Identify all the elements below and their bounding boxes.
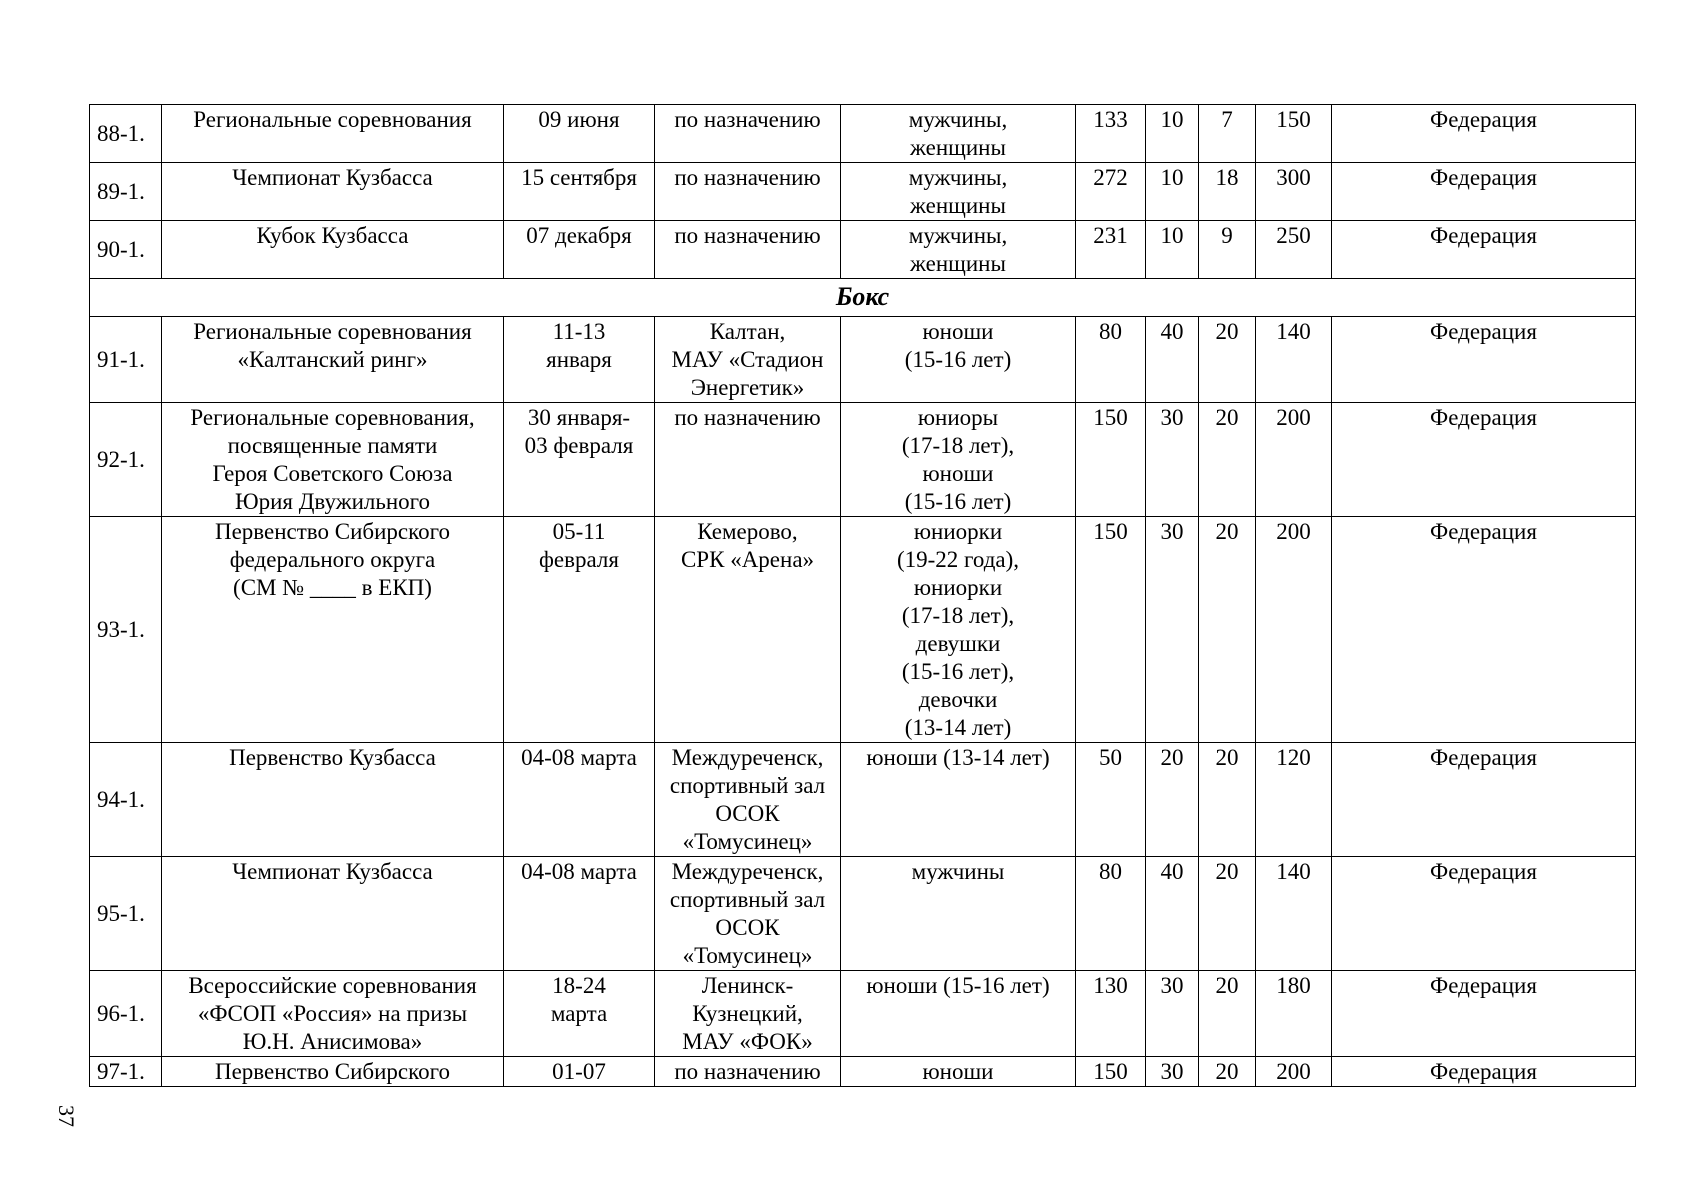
count-cell: 10 [1146, 163, 1199, 221]
event-name-line: Чемпионат Кузбасса [232, 859, 433, 884]
event-name-cell [162, 317, 504, 403]
event-place-line: по назначению [674, 223, 821, 248]
participants-line: мужчины [911, 859, 1005, 884]
event-place-line: по назначению [674, 1059, 821, 1084]
count-cell: 9 [1199, 221, 1256, 279]
total-cell: 140 [1256, 857, 1332, 971]
row-number: 89-1. [90, 163, 162, 221]
event-date-cell [504, 1057, 655, 1087]
count-cell: 18 [1199, 163, 1256, 221]
count-cell: 20 [1199, 517, 1256, 743]
count-cell: 10 [1146, 221, 1199, 279]
event-name-line: Юрия Двужильного [234, 489, 431, 514]
participants-cell [841, 1057, 1076, 1087]
event-name-line: Региональные соревнования [193, 107, 472, 132]
row-number: 91-1. [90, 317, 162, 403]
table-row [90, 105, 1636, 163]
count-cell: 80 [1076, 317, 1146, 403]
count-cell: 20 [1199, 743, 1256, 857]
count-cell: 20 [1199, 403, 1256, 517]
organizer-cell: Федерация [1332, 971, 1636, 1057]
participants-line: (17-18 лет), [901, 603, 1015, 628]
event-date-cell [504, 743, 655, 857]
organizer-cell: Федерация [1332, 517, 1636, 743]
event-name-line: «Калтанский ринг» [237, 347, 428, 372]
participants-line: мужчины, [908, 165, 1008, 190]
total-cell: 180 [1256, 971, 1332, 1057]
event-date-line: февраля [539, 547, 619, 572]
participants-line: женщины [910, 135, 1006, 160]
count-cell: 150 [1076, 1057, 1146, 1087]
event-place-line: МАУ «Стадион [671, 347, 824, 372]
section-row [90, 279, 1636, 317]
event-name-line: федерального округа [229, 547, 436, 572]
event-name-line: Региональные соревнования, [190, 405, 475, 430]
event-name-line: Кубок Кузбасса [256, 223, 409, 248]
participants-line: юниоры [917, 405, 999, 430]
participants-cell [841, 971, 1076, 1057]
table-row [90, 403, 1636, 517]
event-date-line: 30 января- [527, 405, 631, 430]
event-place-cell [655, 403, 841, 517]
participants-line: (17-18 лет), [901, 433, 1015, 458]
event-place-line: по назначению [674, 405, 821, 430]
count-cell: 150 [1076, 517, 1146, 743]
count-cell: 231 [1076, 221, 1146, 279]
event-name-line: «ФСОП «Россия» на призы [197, 1001, 468, 1026]
event-date-line: 03 февраля [524, 433, 634, 458]
event-place-line: СРК «Арена» [680, 547, 815, 572]
count-cell: 20 [1199, 857, 1256, 971]
event-name-line: Всероссийские соревнования [188, 973, 477, 998]
event-place-line: Кемерово, [697, 519, 798, 544]
row-number: 96-1. [90, 971, 162, 1057]
event-place-line: по назначению [674, 165, 821, 190]
organizer-cell: Федерация [1332, 105, 1636, 163]
event-date-cell [504, 517, 655, 743]
event-place-line: Энергетик» [690, 375, 805, 400]
event-name-line: Первенство Сибирского [214, 1059, 450, 1084]
count-cell: 40 [1146, 317, 1199, 403]
event-place-line: Кузнецкий, [692, 1001, 803, 1026]
event-date-line: 04-08 марта [521, 745, 637, 770]
event-date-cell [504, 317, 655, 403]
table-row [90, 317, 1636, 403]
participants-cell [841, 105, 1076, 163]
event-date-line: 09 июня [538, 107, 620, 132]
participants-cell [841, 221, 1076, 279]
count-cell: 20 [1199, 317, 1256, 403]
count-cell: 40 [1146, 857, 1199, 971]
event-place-cell [655, 105, 841, 163]
event-place-line: Междуреченск, [671, 859, 824, 884]
participants-line: юноши [922, 1059, 994, 1084]
schedule-table-body [90, 105, 1636, 1087]
event-date-cell [504, 971, 655, 1057]
event-name-line: посвященные памяти [227, 433, 438, 458]
table-row [90, 971, 1636, 1057]
count-cell: 272 [1076, 163, 1146, 221]
count-cell: 7 [1199, 105, 1256, 163]
participants-cell [841, 403, 1076, 517]
table-row [90, 163, 1636, 221]
table-row [90, 857, 1636, 971]
table-row [90, 517, 1636, 743]
event-name-line: Ю.Н. Анисимова» [242, 1029, 423, 1054]
count-cell: 50 [1076, 743, 1146, 857]
event-place-line: ОСОК [715, 915, 780, 940]
row-number: 90-1. [90, 221, 162, 279]
participants-line: мужчины, [908, 107, 1008, 132]
count-cell: 10 [1146, 105, 1199, 163]
event-name-line: (СМ № ____ в ЕКП) [233, 575, 432, 600]
count-cell: 150 [1076, 403, 1146, 517]
event-name-cell [162, 743, 504, 857]
event-date-line: января [546, 347, 612, 372]
page-number: 37 [54, 1105, 79, 1127]
event-name-line: Чемпионат Кузбасса [232, 165, 433, 190]
event-date-cell [504, 403, 655, 517]
event-date-line: 18-24 [552, 973, 606, 998]
event-place-cell [655, 317, 841, 403]
organizer-cell: Федерация [1332, 163, 1636, 221]
event-place-line: спортивный зал [669, 887, 826, 912]
event-place-cell [655, 857, 841, 971]
event-name-cell [162, 221, 504, 279]
participants-line: девочки [918, 687, 998, 712]
table-row [90, 221, 1636, 279]
row-number: 93-1. [90, 517, 162, 743]
event-date-line: 01-07 [552, 1059, 606, 1084]
event-place-line: по назначению [674, 107, 821, 132]
participants-line: юноши (15-16 лет) [866, 973, 1050, 998]
count-cell: 133 [1076, 105, 1146, 163]
total-cell: 200 [1256, 1057, 1332, 1087]
schedule-table [89, 104, 1636, 1087]
row-number: 94-1. [90, 743, 162, 857]
participants-cell [841, 743, 1076, 857]
participants-line: юноши (13-14 лет) [866, 745, 1050, 770]
participants-line: (13-14 лет) [904, 715, 1012, 740]
event-date-cell [504, 221, 655, 279]
event-name-line: Первенство Сибирского [214, 519, 450, 544]
organizer-cell: Федерация [1332, 1057, 1636, 1087]
row-number: 97-1. [90, 1057, 162, 1087]
event-place-cell [655, 221, 841, 279]
count-cell: 30 [1146, 517, 1199, 743]
section-title: Бокс [90, 279, 1636, 317]
event-place-line: ОСОК [715, 801, 780, 826]
event-date-line: 05-11 [552, 519, 606, 544]
event-name-cell [162, 1057, 504, 1087]
event-date-line: 04-08 марта [521, 859, 637, 884]
participants-line: мужчины, [908, 223, 1008, 248]
total-cell: 250 [1256, 221, 1332, 279]
total-cell: 200 [1256, 517, 1332, 743]
participants-line: (19-22 года), [896, 547, 1020, 572]
participants-line: женщины [910, 193, 1006, 218]
count-cell: 30 [1146, 971, 1199, 1057]
event-place-cell [655, 971, 841, 1057]
participants-line: женщины [910, 251, 1006, 276]
count-cell: 20 [1199, 971, 1256, 1057]
count-cell: 30 [1146, 1057, 1199, 1087]
participants-cell [841, 317, 1076, 403]
organizer-cell: Федерация [1332, 403, 1636, 517]
participants-cell [841, 857, 1076, 971]
row-number: 88-1. [90, 105, 162, 163]
count-cell: 30 [1146, 403, 1199, 517]
participants-line: (15-16 лет) [904, 347, 1012, 372]
event-date-line: 15 сентября [521, 165, 637, 190]
participants-line: (15-16 лет), [901, 659, 1015, 684]
event-place-line: «Томусинец» [682, 943, 813, 968]
count-cell: 20 [1199, 1057, 1256, 1087]
event-date-cell [504, 857, 655, 971]
organizer-cell: Федерация [1332, 743, 1636, 857]
total-cell: 200 [1256, 403, 1332, 517]
event-place-line: «Томусинец» [682, 829, 813, 854]
participants-cell [841, 163, 1076, 221]
organizer-cell: Федерация [1332, 317, 1636, 403]
event-date-line: 11-13 [552, 319, 606, 344]
row-number: 92-1. [90, 403, 162, 517]
event-name-cell [162, 971, 504, 1057]
event-place-line: Калтан, [709, 319, 786, 344]
table-row [90, 1057, 1636, 1087]
participants-line: юноши [922, 461, 994, 486]
event-place-cell [655, 517, 841, 743]
table-row [90, 743, 1636, 857]
count-cell: 130 [1076, 971, 1146, 1057]
participants-line: девушки [915, 631, 1001, 656]
organizer-cell: Федерация [1332, 857, 1636, 971]
event-date-line: 07 декабря [526, 223, 632, 248]
event-name-line: Первенство Кузбасса [229, 745, 436, 770]
event-name-cell [162, 105, 504, 163]
total-cell: 140 [1256, 317, 1332, 403]
event-name-cell [162, 517, 504, 743]
row-number: 95-1. [90, 857, 162, 971]
event-place-line: Междуреченск, [671, 745, 824, 770]
count-cell: 20 [1146, 743, 1199, 857]
participants-cell [841, 517, 1076, 743]
participants-line: (15-16 лет) [904, 489, 1012, 514]
participants-line: юноши [922, 319, 994, 344]
event-date-line: марта [550, 1001, 608, 1026]
event-name-cell [162, 163, 504, 221]
event-name-cell [162, 857, 504, 971]
count-cell: 80 [1076, 857, 1146, 971]
total-cell: 150 [1256, 105, 1332, 163]
event-date-cell [504, 163, 655, 221]
event-name-cell [162, 403, 504, 517]
event-place-cell [655, 1057, 841, 1087]
event-place-cell [655, 743, 841, 857]
participants-line: юниорки [913, 519, 1003, 544]
event-name-line: Региональные соревнования [193, 319, 472, 344]
event-place-cell [655, 163, 841, 221]
event-place-line: МАУ «ФОК» [682, 1029, 813, 1054]
organizer-cell: Федерация [1332, 221, 1636, 279]
event-date-cell [504, 105, 655, 163]
event-place-line: Ленинск- [701, 973, 794, 998]
participants-line: юниорки [913, 575, 1003, 600]
total-cell: 300 [1256, 163, 1332, 221]
total-cell: 120 [1256, 743, 1332, 857]
event-place-line: спортивный зал [669, 773, 826, 798]
event-name-line: Героя Советского Союза [212, 461, 453, 486]
